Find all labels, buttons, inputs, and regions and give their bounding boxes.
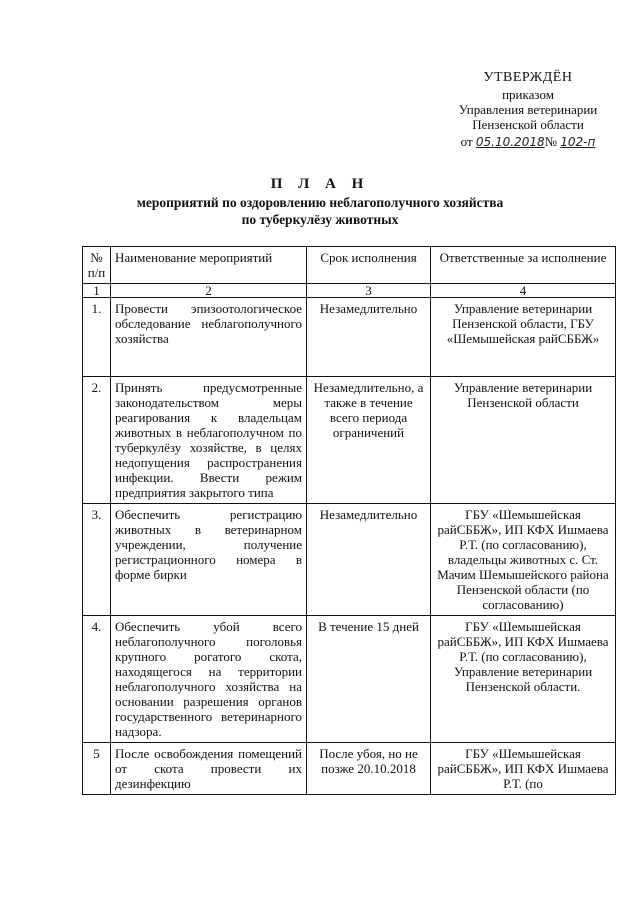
row-name: Обеспечить убой всего неблагополучного поголовья крупного рогатого скота, находящегося на территории неблагополучного хозяйства на основании разрешения органов государственного ветеринарного надзора. xyxy=(111,616,307,743)
plan-table xyxy=(82,246,616,795)
row-num: 2. xyxy=(83,377,111,504)
column-index: 3 xyxy=(307,284,431,298)
row-num: 1. xyxy=(83,298,111,377)
row-term: Незамедлительно, а также в течение всего периода ограничений xyxy=(307,377,431,504)
number-prefix: № xyxy=(544,134,558,149)
plan-subtitle xyxy=(0,194,640,228)
approval-block xyxy=(438,70,618,150)
header-resp: Ответственные за исполнение xyxy=(431,247,616,284)
row-num: 3. xyxy=(83,504,111,616)
approval-line-order: приказом xyxy=(502,87,554,102)
row-name: Провести эпизоотологическое обследование неблагополучного хозяйства xyxy=(111,298,307,377)
column-index: 2 xyxy=(111,284,307,298)
header-name: Наименование мероприятий xyxy=(111,247,307,284)
table-header-row xyxy=(83,247,616,284)
plan-subtitle-line2: по туберкулёзу животных xyxy=(241,212,399,227)
header-term: Срок исполнения xyxy=(307,247,431,284)
handwritten-number: 102-п xyxy=(560,135,596,149)
plan-subtitle-line1: мероприятий по оздоровлению неблагополучного хозяйства xyxy=(136,195,504,210)
row-num: 4. xyxy=(83,616,111,743)
approval-line-department: Управления ветеринарии xyxy=(458,102,598,117)
row-term: Незамедлительно xyxy=(307,298,431,377)
row-resp: ГБУ «Шемышейская райСББЖ», ИП КФХ Ишмаева Р.Т. (по согласованию), владельцы животных с. Ст. Мачим Шемышейского района Пензенской области (по согласованию) xyxy=(431,504,616,616)
table-row xyxy=(83,504,616,616)
table-row xyxy=(83,616,616,743)
approval-date-line xyxy=(438,134,618,150)
date-prefix: от xyxy=(460,134,473,149)
table-row xyxy=(83,743,616,795)
approval-line-region: Пензенской области xyxy=(472,117,584,132)
table-row xyxy=(83,298,616,377)
row-resp: ГБУ «Шемышейская райСББЖ», ИП КФХ Ишмаева Р.Т. (по согласованию), Управление ветеринарии Пензенской области. xyxy=(431,616,616,743)
row-name: После освобождения помещений от скота провести их дезинфекцию xyxy=(111,743,307,795)
row-num: 5 xyxy=(83,743,111,795)
column-index: 4 xyxy=(431,284,616,298)
plan-heading: П Л А Н xyxy=(270,176,370,192)
row-resp: Управление ветеринарии Пензенской области xyxy=(431,377,616,504)
row-term: В течение 15 дней xyxy=(307,616,431,743)
column-index-row xyxy=(83,284,616,298)
row-term: После убоя, но не позже 20.10.2018 xyxy=(307,743,431,795)
row-term: Незамедлительно xyxy=(307,504,431,616)
row-resp: Управление ветеринарии Пензенской области, ГБУ «Шемышейская райСББЖ» xyxy=(431,298,616,377)
header-num: № п/п xyxy=(83,247,111,284)
row-name: Принять предусмотренные законодательством меры реагирования к владельцам животных в неблагополучном по туберкулёзу хозяйстве, в целях недопущения распространения инфекции. Ввести режим предприятия закрытого типа xyxy=(111,377,307,504)
handwritten-date: 05.10.2018 xyxy=(475,135,545,149)
approval-title: УТВЕРЖДЁН xyxy=(483,70,573,85)
column-index: 1 xyxy=(83,284,111,298)
row-name: Обеспечить регистрацию животных в ветеринарном учреждении, получение регистрационного номера в форме бирки xyxy=(111,504,307,616)
row-resp: ГБУ «Шемышейская райСББЖ», ИП КФХ Ишмаева Р.Т. (по xyxy=(431,743,616,795)
table-row xyxy=(83,377,616,504)
